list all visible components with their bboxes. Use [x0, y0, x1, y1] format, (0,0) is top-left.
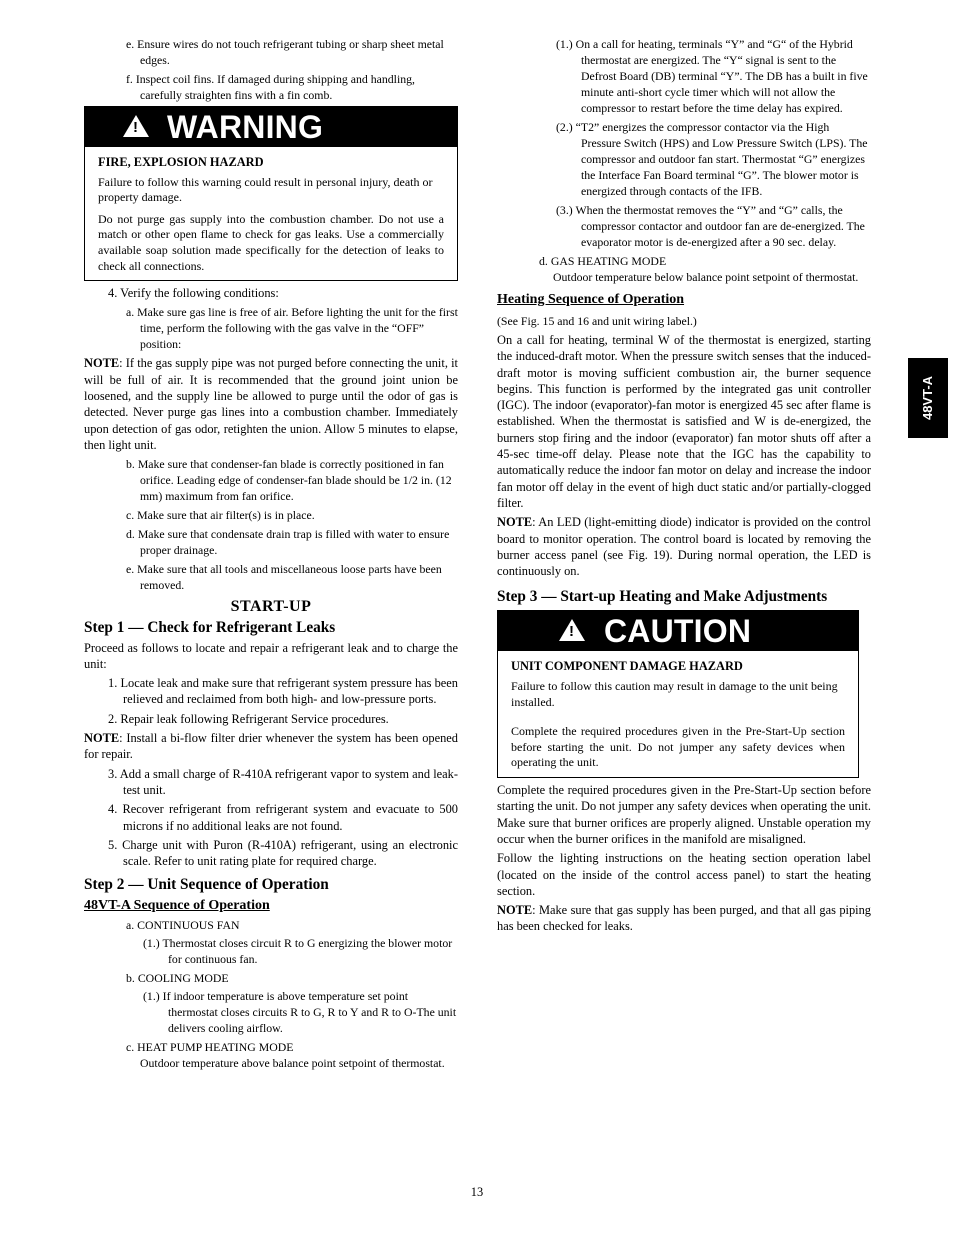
list-item: a. Make sure gas line is free of air. Before lighting the unit for the first time, perform the following with the gas valve in the “OFF” position: — [126, 305, 458, 352]
list-item: 4. Verify the following conditions: — [108, 286, 279, 301]
warning-hazard: FIRE, EXPLOSION HAZARD — [98, 155, 264, 169]
step-heading: Step 1 — Check for Refrigerant Leaks — [84, 618, 336, 636]
paragraph: Complete the required procedures given in the Pre-Start-Up section before starting the unit. Do not jumper any safety devices when operating the unit. Make sure that burner orifices are properly aligned. Unstable operation my occur when the burner orifices in the manifold are misaligned. — [497, 783, 871, 846]
list-item: f. Inspect coil fins. If damaged during shipping and handling, carefully straighten fins with a fin comb. — [126, 72, 415, 102]
paragraph: On a call for heating, terminal W of the thermostat is energized, starting the induced-draft motor. When the pressure switch senses that the induced-draft motor is moving sufficient combustion air, the burner sequence begins. This function is performed by the integrated gas unit controller (IGC). The indoor (evaporator)-fan motor is energized 45 sec after flame is established. When the thermostat is satisfied and W is de-energized, the burners stop firing and the indoor (evaporator) fan motor shuts off after a 45-sec time-off delay. Please note that the IGC has the capability to automatically reduce the indoor fan motor on delay and increase the indoor fan motor off delay in the event of high duct static and/or partially-clogged filter. — [497, 333, 871, 510]
list-item: e. Ensure wires do not touch refrigerant tubing or sharp sheet metal edges. — [126, 37, 444, 67]
step-heading: Step 3 — Start-up Heating and Make Adjustments — [497, 588, 828, 606]
subsection-heading: 48VT-A Sequence of Operation — [84, 898, 270, 914]
left-column — [84, 36, 458, 1074]
page-number: 13 — [470, 1185, 484, 1199]
warning-text: Failure to follow this warning could result in personal injury, death or property damage. — [98, 174, 433, 205]
list-item: e. Make sure that all tools and miscellaneous loose parts have been removed. — [126, 562, 442, 593]
warning-box — [84, 106, 458, 281]
list-item: d. GAS HEATING MODE — [539, 254, 667, 268]
list-item: (1.) On a call for heating, terminals “Y” and “G“ of the Hybrid thermostat are energized. The “Y“ signal is sent to the Defrost Board (DB) terminal “Y”. The DB has a built in five minute anti-short cycle timer which will not allow the compressor to restart before the time delay has expired. — [556, 37, 868, 115]
list-item: 4. Recover refrigerant from refrigerant system and evacuate to 500 microns if no additional leaks are not found. — [108, 802, 458, 833]
subsection-heading: Heating Sequence of Operation — [497, 292, 685, 307]
note: NOTE: Make sure that gas supply has been purged, and that all gas piping has been checked for leaks. — [497, 903, 871, 934]
side-tab — [908, 358, 948, 438]
step-heading: Step 2 — Unit Sequence of Operation — [84, 876, 329, 894]
paragraph: Outdoor temperature below balance point setpoint of thermostat. — [553, 270, 859, 284]
note: NOTE: Install a bi-flow filter drier whenever the system has been opened for repair. — [84, 731, 458, 762]
list-item: 2. Repair leak following Refrigerant Service procedures. — [108, 711, 389, 726]
list-item: (2.) “T2” energizes the compressor contactor via the High Pressure Switch (HPS) and Low Pressure Switch (LPS). The compressor and outdoor fan start. Thermostat “G” energizes the Interface Fan Board terminal “G”. The blower motor is energized through contacts of the IFB. — [556, 120, 868, 198]
warning-content — [85, 147, 457, 280]
list-item: (1.) If indoor temperature is above temperature set point thermostat closes circuits R to G, R to Y and R to O-The unit delivers cooling airflow. — [143, 989, 457, 1036]
list-item: (3.) When the thermostat removes the “Y” and “G” calls, the compressor contactor and outdoor fan are de-energized. The evaporator motor is de-energized after a 90 sec. delay. — [556, 203, 865, 249]
paragraph: (See Fig. 15 and 16 and unit wiring label.) — [497, 314, 697, 328]
caution-triangle-icon: ! — [559, 619, 585, 641]
list-item: c. Make sure that air filter(s) is in place. — [126, 508, 315, 523]
right-column — [497, 36, 871, 938]
note: NOTE: If the gas supply pipe was not purged before connecting the unit, it will be full of air. It is recommended that the ground joint union be loosened, and the supply line be allowed to purge until the odor of gas is detected. Never purge gas lines into a combustion chamber. Immediately upon detection of gas odor, retighten the union. Allow 5 minutes to elapse, then light unit. — [84, 356, 458, 452]
caution-text: Failure to follow this caution may result in damage to the unit being installed. — [511, 679, 838, 709]
list-item: 1. Locate leak and make sure that refrigerant system pressure has been relieved and reclaimed from both high- and low-pressure ports. — [108, 676, 458, 707]
section-heading: START-UP — [230, 598, 312, 616]
warning-text: Do not purge gas supply into the combustion chamber. Do not use a match or other open flame to check for gas leaks. Use a commercially available soap solution made specifically for the detection of leaks to check all connections. — [98, 211, 444, 273]
paragraph: Outdoor temperature above balance point setpoint of thermostat. — [140, 1056, 445, 1071]
list-item: b. Make sure that condenser-fan blade is correctly positioned in fan orifice. Leading edge of condenser-fan blade should be 1/2 in. (12 mm) maximum from fan orifice. — [126, 457, 452, 504]
caution-text: Complete the required procedures given in the Pre-Start-Up section before starting the unit. Do not jumper any safety devices when operating the unit. — [511, 724, 845, 770]
list-item: b. COOLING MODE — [126, 971, 229, 986]
list-item: a. CONTINUOUS FAN — [126, 918, 240, 933]
caution-header — [498, 611, 858, 651]
list-item: 3. Add a small charge of R-410A refrigerant vapor to system and leak-test unit. — [108, 766, 458, 797]
caution-content — [498, 651, 858, 777]
caution-box — [497, 610, 859, 778]
note: NOTE: An LED (light-emitting diode) indicator is provided on the control board to monitor operation. The control board is located by removing the burner access panel (see Fig. 19). During normal operation, the LED is continuously on. — [497, 515, 871, 579]
warning-triangle-icon: ! — [123, 115, 149, 137]
side-tab-label: 48VT-A — [919, 375, 935, 421]
list-item: d. Make sure that condensate drain trap is filled with water to ensure proper drainage. — [126, 527, 450, 558]
paragraph: Proceed as follows to locate and repair a refrigerant leak and to charge the unit: — [84, 640, 458, 671]
list-item: c. HEAT PUMP HEATING MODE — [126, 1040, 294, 1055]
paragraph: Follow the lighting instructions on the heating section operation label (located on the inside of the control access panel) to start the heating section. — [497, 851, 871, 898]
warning-title: WARNING — [167, 109, 324, 145]
list-item: (1.) Thermostat closes circuit R to G energizing the blower motor for continuous fan. — [143, 936, 453, 967]
caution-hazard: UNIT COMPONENT DAMAGE HAZARD — [511, 659, 743, 674]
warning-header — [85, 107, 457, 147]
list-item: 5. Charge unit with Puron (R-410A) refrigerant, using an electronic scale. Refer to unit rating plate for required charge. — [108, 837, 458, 869]
caution-title: CAUTION — [604, 613, 752, 650]
